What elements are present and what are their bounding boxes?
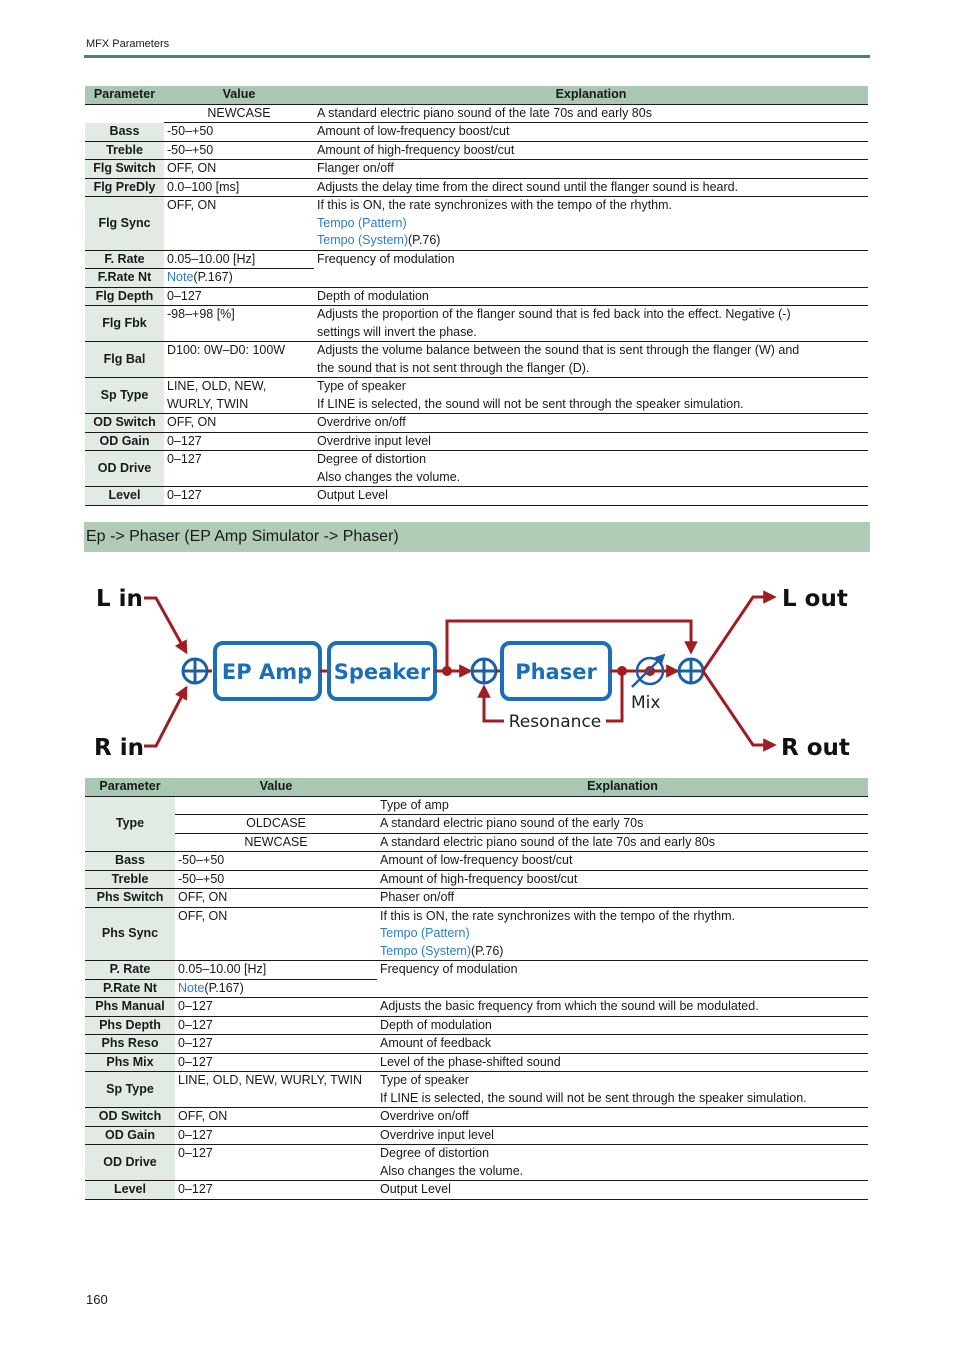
param-value: 0.05–10.00 [Hz]	[175, 961, 377, 980]
table-header-row	[85, 778, 868, 796]
note-link[interactable]: Note	[178, 980, 205, 995]
note-link[interactable]: Note	[167, 270, 194, 284]
page-number: 160	[86, 1292, 108, 1307]
param-value	[175, 979, 377, 998]
param-name: Phs Mix	[85, 1053, 175, 1072]
param-name: Treble	[85, 870, 175, 889]
table-row	[85, 451, 868, 487]
table-row	[85, 287, 868, 306]
table-row	[85, 123, 868, 142]
table-row	[85, 1145, 868, 1181]
table-row	[85, 306, 868, 342]
value-line: WURLY, TWIN	[167, 396, 249, 411]
table-row	[85, 1016, 868, 1035]
param-explanation: Amount of low-frequency boost/cut	[377, 852, 868, 871]
table-row	[85, 1035, 868, 1054]
l-out-label: L out	[782, 586, 848, 612]
param-explanation: Amount of high-frequency boost/cut	[314, 141, 868, 160]
flanger-parameter-table	[85, 86, 868, 506]
param-value	[164, 378, 314, 414]
param-value: 0–127	[175, 1145, 377, 1181]
col-header-parameter: Parameter	[85, 86, 164, 104]
param-value: 0–127	[175, 998, 377, 1017]
param-explanation: Flanger on/off	[314, 160, 868, 179]
tempo-pattern-link[interactable]: Tempo (Pattern)	[380, 926, 470, 940]
table-row	[85, 1126, 868, 1145]
table-row	[85, 414, 868, 433]
param-name: Flg PreDly	[85, 178, 164, 197]
r-in-wire	[144, 688, 186, 746]
param-value: 0–127	[175, 1016, 377, 1035]
table-row	[85, 889, 868, 908]
explanation-line: If this is ON, the rate synchronizes with the tempo of the rhythm.	[317, 198, 673, 212]
r-out-label: R out	[781, 735, 850, 761]
page-reference: (P.167)	[193, 270, 233, 284]
param-explanation: A standard electric piano sound of the late 70s and early 80s	[377, 833, 868, 852]
explanation-line: settings will invert the phase.	[317, 324, 477, 339]
param-value: OFF, ON	[164, 160, 314, 179]
param-name: Phs Reso	[85, 1035, 175, 1054]
param-explanation: Depth of modulation	[377, 1016, 868, 1035]
param-explanation	[314, 197, 868, 251]
table-row	[85, 178, 868, 197]
param-value: -50–+50	[175, 852, 377, 871]
param-explanation: Frequency of modulation	[377, 961, 868, 998]
explanation-line: Adjusts the proportion of the flanger sound that is fed back into the effect. Negative (-)	[317, 307, 791, 321]
output-sum-icon	[679, 659, 703, 683]
table-row	[85, 432, 868, 451]
col-header-value: Value	[175, 778, 377, 796]
table-header-row	[85, 86, 868, 104]
param-name: Type	[85, 796, 175, 852]
table-row	[85, 1053, 868, 1072]
param-explanation: Overdrive on/off	[314, 414, 868, 433]
param-explanation	[314, 378, 868, 414]
ep-amp-label: EP Amp	[221, 660, 313, 684]
table-row	[85, 998, 868, 1017]
param-value: 0–127	[164, 432, 314, 451]
param-name: Phs Depth	[85, 1016, 175, 1035]
param-value: 0–127	[175, 1181, 377, 1200]
value-line: LINE, OLD, NEW,	[167, 379, 267, 393]
param-name-empty	[85, 104, 164, 123]
param-explanation	[314, 451, 868, 487]
param-explanation: Amount of high-frequency boost/cut	[377, 870, 868, 889]
param-name: Phs Switch	[85, 889, 175, 908]
explanation-line: Also changes the volume.	[317, 469, 461, 484]
param-name: Level	[85, 487, 164, 506]
table-row	[85, 1108, 868, 1127]
param-explanation: Type of amp	[377, 796, 868, 815]
tempo-system-link[interactable]: Tempo (System)	[317, 233, 408, 247]
param-name: Flg Fbk	[85, 306, 164, 342]
param-value	[175, 796, 377, 815]
param-name: Sp Type	[85, 1072, 175, 1108]
explanation-line: If LINE is selected, the sound will not be sent through the speaker simulation.	[380, 1090, 807, 1105]
param-name: OD Drive	[85, 451, 164, 487]
param-explanation: Overdrive input level	[377, 1126, 868, 1145]
param-explanation: Overdrive on/off	[377, 1108, 868, 1127]
header-rule	[84, 55, 870, 58]
table-row	[85, 815, 868, 834]
param-value: 0–127	[164, 487, 314, 506]
table-row	[85, 342, 868, 378]
param-explanation: Phaser on/off	[377, 889, 868, 908]
param-value: 0–127	[164, 287, 314, 306]
param-value: LINE, OLD, NEW, WURLY, TWIN	[175, 1072, 377, 1108]
param-name: OD Switch	[85, 414, 164, 433]
param-value: OLDCASE	[175, 815, 377, 834]
table-row	[85, 250, 868, 269]
table-row	[85, 961, 868, 980]
param-name: OD Switch	[85, 1108, 175, 1127]
param-value: -50–+50	[164, 141, 314, 160]
explanation-line: Degree of distortion	[317, 452, 427, 466]
param-name: Treble	[85, 141, 164, 160]
param-explanation: Frequency of modulation	[314, 250, 868, 287]
param-name: Flg Bal	[85, 342, 164, 378]
signal-flow-diagram	[84, 575, 870, 770]
param-name: Flg Switch	[85, 160, 164, 179]
table-row	[85, 1072, 868, 1108]
param-explanation	[377, 1072, 868, 1108]
param-explanation: Amount of low-frequency boost/cut	[314, 123, 868, 142]
table-row	[85, 197, 868, 251]
page-reference: (P.76)	[408, 233, 441, 247]
table-row	[85, 1181, 868, 1200]
param-value: 0–127	[164, 451, 314, 487]
col-header-explanation: Explanation	[377, 778, 868, 796]
param-name: F. Rate	[85, 250, 164, 269]
param-name: P. Rate	[85, 961, 175, 980]
param-name: Phs Sync	[85, 907, 175, 961]
param-explanation: Output Level	[314, 487, 868, 506]
speaker-label: Speaker	[333, 660, 431, 684]
param-explanation: Overdrive input level	[314, 432, 868, 451]
r-out-wire	[703, 671, 774, 745]
l-out-wire	[703, 597, 774, 671]
phaser-parameter-table	[85, 778, 868, 1200]
param-name: Flg Depth	[85, 287, 164, 306]
param-value: OFF, ON	[175, 1108, 377, 1127]
param-name: Bass	[85, 123, 164, 142]
param-explanation	[314, 342, 868, 378]
param-value: 0–127	[175, 1126, 377, 1145]
explanation-line: If this is ON, the rate synchronizes with the tempo of the rhythm.	[380, 908, 736, 923]
explanation-line: Also changes the volume.	[380, 1163, 524, 1178]
section-title: Ep -> Phaser (EP Amp Simulator -> Phaser)	[84, 522, 870, 552]
running-header: MFX Parameters	[86, 38, 170, 50]
param-explanation: Level of the phase-shifted sound	[377, 1053, 868, 1072]
param-explanation: A standard electric piano sound of the early 70s	[377, 815, 868, 834]
param-value: OFF, ON	[164, 414, 314, 433]
col-header-explanation: Explanation	[314, 86, 868, 104]
param-explanation: Output Level	[377, 1181, 868, 1200]
explanation-line: Degree of distortion	[380, 1146, 490, 1160]
param-value: 0.0–100 [ms]	[164, 178, 314, 197]
param-explanation: Adjusts the basic frequency from which the sound will be modulated.	[377, 998, 868, 1017]
col-header-parameter: Parameter	[85, 778, 175, 796]
param-value: -50–+50	[164, 123, 314, 142]
explanation-line: Type of speaker	[380, 1073, 469, 1087]
param-value	[164, 269, 314, 288]
tempo-system-link[interactable]: Tempo (System)	[380, 943, 471, 958]
table-row	[85, 796, 868, 815]
param-value: 0.05–10.00 [Hz]	[164, 250, 314, 269]
input-sum-icon	[183, 659, 207, 683]
param-name: OD Drive	[85, 1145, 175, 1181]
param-name: Level	[85, 1181, 175, 1200]
param-explanation: A standard electric piano sound of the late 70s and early 80s	[314, 104, 868, 123]
table-row	[85, 378, 868, 414]
r-in-label: R in	[94, 735, 144, 761]
table-row	[85, 852, 868, 871]
explanation-line: Adjusts the volume balance between the sound that is sent through the flanger (W) and	[317, 343, 800, 357]
param-name: Bass	[85, 852, 175, 871]
param-value: 0–127	[175, 1035, 377, 1054]
param-value: NEWCASE	[175, 833, 377, 852]
param-explanation	[314, 306, 868, 342]
table-row	[85, 141, 868, 160]
param-name: P.Rate Nt	[85, 979, 175, 998]
col-header-value: Value	[164, 86, 314, 104]
param-explanation: Depth of modulation	[314, 287, 868, 306]
l-in-label: L in	[96, 586, 143, 612]
param-value: D100: 0W–D0: 100W	[164, 342, 314, 378]
feedback-sum-icon	[472, 659, 496, 683]
table-row	[85, 104, 868, 123]
table-row	[85, 487, 868, 506]
param-name: F.Rate Nt	[85, 269, 164, 288]
param-name: OD Gain	[85, 1126, 175, 1145]
tempo-pattern-link[interactable]: Tempo (Pattern)	[317, 215, 407, 230]
table-row	[85, 907, 868, 961]
param-value: OFF, ON	[175, 889, 377, 908]
table-row	[85, 870, 868, 889]
phaser-label: Phaser	[515, 660, 597, 684]
param-explanation	[377, 907, 868, 961]
param-value: OFF, ON	[175, 907, 377, 961]
param-value: OFF, ON	[164, 197, 314, 251]
param-explanation: Amount of feedback	[377, 1035, 868, 1054]
mix-label: Mix	[631, 693, 661, 713]
param-value: 0–127	[175, 1053, 377, 1072]
param-explanation	[377, 1145, 868, 1181]
explanation-line: the sound that is not sent through the flanger (D).	[317, 360, 590, 375]
param-name: Flg Sync	[85, 197, 164, 251]
param-name: OD Gain	[85, 432, 164, 451]
table-row	[85, 160, 868, 179]
page-reference: (P.167)	[204, 980, 244, 995]
param-explanation: Adjusts the delay time from the direct sound until the flanger sound is heard.	[314, 178, 868, 197]
resonance-label: Resonance	[508, 712, 602, 732]
l-in-wire	[144, 598, 186, 652]
param-value: -50–+50	[175, 870, 377, 889]
param-name: Sp Type	[85, 378, 164, 414]
param-value: -98–+98 [%]	[164, 306, 314, 342]
explanation-line: Type of speaker	[317, 379, 406, 393]
param-name: Phs Manual	[85, 998, 175, 1017]
explanation-line: If LINE is selected, the sound will not be sent through the speaker simulation.	[317, 396, 744, 411]
page-reference: (P.76)	[471, 943, 504, 958]
table-row	[85, 833, 868, 852]
param-value: NEWCASE	[164, 104, 314, 123]
